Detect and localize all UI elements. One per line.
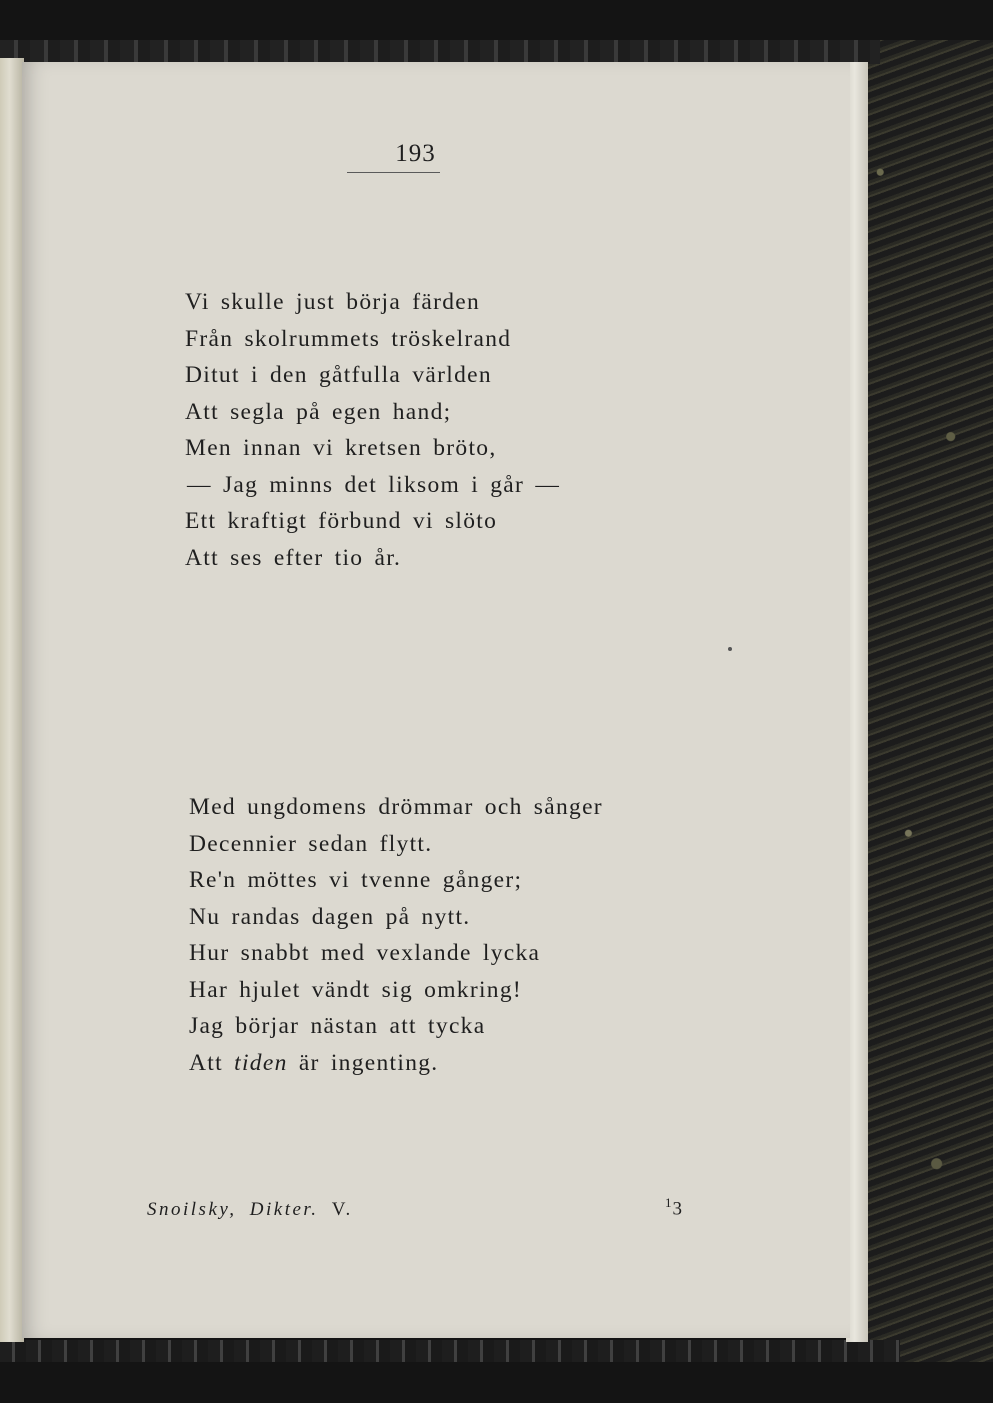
poem-line: Men innan vi kretsen bröto, (185, 435, 497, 461)
poem-line: Ett kraftigt förbund vi slöto (185, 508, 498, 534)
poem-line: Decennier sedan flytt. (189, 830, 433, 857)
previous-page-edge (0, 58, 24, 1342)
stanza-1 (185, 284, 560, 576)
poem-line: Re'n möttes vi tvenne gånger; (189, 867, 523, 893)
sheet-digit: 3 (672, 1198, 683, 1220)
poem-word: Att (189, 1049, 223, 1076)
footer-work: Dikter. (249, 1199, 319, 1220)
poem-line: Från skolrummets tröskelrand (185, 325, 512, 352)
book-bottom-edge (0, 1340, 900, 1362)
poem-line: Vi skulle just börja färden (185, 289, 481, 315)
page-number: 193 (395, 140, 436, 167)
paper-speck (728, 647, 732, 651)
footer-volume: V. (331, 1199, 353, 1220)
poem-line: Att segla på egen hand; (185, 398, 452, 425)
poem-line: Ditut i den gåtfulla världen (185, 362, 492, 388)
footer-author: Snoilsky, (147, 1199, 237, 1220)
book-page (22, 62, 850, 1338)
sheet-prefix: 1 (665, 1195, 673, 1210)
poem-line: Att ses efter tio år. (185, 544, 402, 571)
signature-line (147, 1199, 353, 1221)
poem-line: Har hjulet vändt sig omkring! (189, 976, 523, 1003)
poem-line: — Jag minns det liksom i går — (187, 471, 561, 498)
poem-words: är ingenting. (298, 1049, 439, 1076)
stanza-2 (189, 789, 603, 1081)
header-rule (347, 172, 440, 173)
sheet-number (665, 1195, 683, 1220)
poem-line: Med ungdomens drömmar och sånger (189, 794, 603, 820)
poem-line: Hur snabbt med vexlande lycka (189, 940, 541, 966)
poem-line: Nu randas dagen på nytt. (189, 903, 471, 930)
book-top-edge (0, 40, 880, 64)
poem-line-last (189, 1045, 603, 1082)
book-cover-edge (852, 40, 993, 1362)
poem-line: Jag börjar nästan att tycka (189, 1013, 486, 1039)
emphasized-word: tiden (234, 1049, 288, 1076)
